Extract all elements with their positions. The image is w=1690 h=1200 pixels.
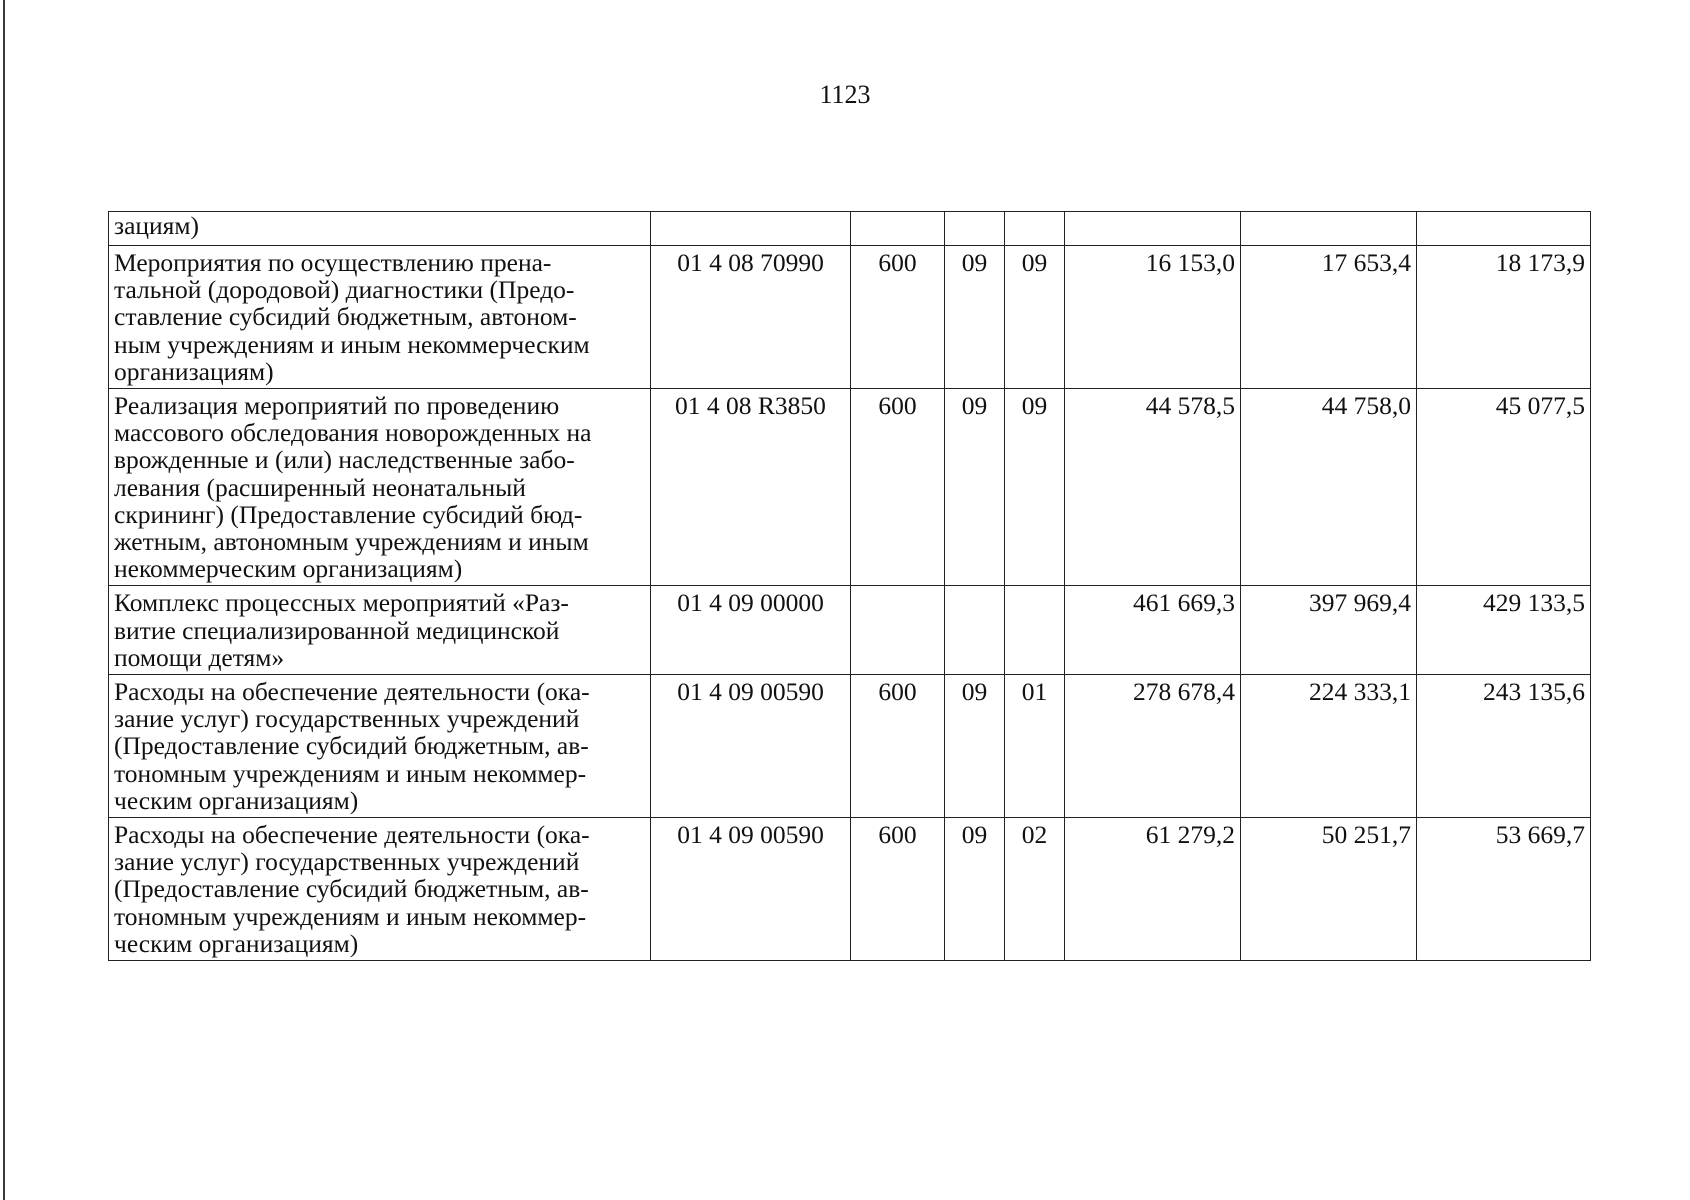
row-description: Расходы на обеспечение деятельности (ока- зание услуг) государственных учреждений (Предоставление субсидий бюджетным, ав- тономным учреждениям и иным некоммер- ческим организациям) [109,675,651,818]
row-amount-2: 50 251,7 [1241,818,1417,961]
row-expense-type: 600 [851,246,945,389]
row-amount-3: 45 077,5 [1417,389,1591,586]
row-target-code: 01 4 08 70990 [651,246,851,389]
row-description: Реализация мероприятий по проведению массового обследования новорожденных на врожденные и (или) наследственные забо- левания (расширенный неонатальный скрининг) (Предоставление субсидий бюд- жетным, автономным учреждениям и иным некоммерческим организациям) [109,389,651,586]
table-row [109,818,1591,961]
row-section: 09 [945,246,1005,389]
row-expense-type [851,586,945,675]
row-subsection [1005,212,1065,246]
row-amount-1: 16 153,0 [1065,246,1241,389]
row-amount-3: 243 135,6 [1417,675,1591,818]
row-subsection: 02 [1005,818,1065,961]
row-amount-1: 278 678,4 [1065,675,1241,818]
row-subsection [1005,586,1065,675]
scan-edge-line [3,0,5,1200]
row-expense-type: 600 [851,818,945,961]
row-expense-type: 600 [851,389,945,586]
row-amount-3: 53 669,7 [1417,818,1591,961]
row-section [945,212,1005,246]
row-section [945,586,1005,675]
row-expense-type: 600 [851,675,945,818]
row-section: 09 [945,389,1005,586]
row-section: 09 [945,818,1005,961]
row-description: Комплекс процессных мероприятий «Раз- витие специализированной медицинской помощи детям» [109,586,651,675]
budget-table [108,211,1591,961]
row-amount-2: 17 653,4 [1241,246,1417,389]
row-amount-3: 18 173,9 [1417,246,1591,389]
table-row [109,675,1591,818]
table-row [109,246,1591,389]
row-target-code: 01 4 09 00590 [651,818,851,961]
row-description: зациям) [109,212,651,246]
row-amount-1 [1065,212,1241,246]
row-amount-1: 61 279,2 [1065,818,1241,961]
table-row [109,586,1591,675]
row-amount-1: 461 669,3 [1065,586,1241,675]
row-amount-3: 429 133,5 [1417,586,1591,675]
row-amount-2: 224 333,1 [1241,675,1417,818]
page-number: 1123 [819,80,871,109]
row-section: 09 [945,675,1005,818]
row-expense-type [851,212,945,246]
table-row [109,212,1591,246]
row-amount-2 [1241,212,1417,246]
row-subsection: 09 [1005,389,1065,586]
row-subsection: 01 [1005,675,1065,818]
row-target-code: 01 4 08 R3850 [651,389,851,586]
row-amount-2: 397 969,4 [1241,586,1417,675]
row-target-code: 01 4 09 00000 [651,586,851,675]
row-subsection: 09 [1005,246,1065,389]
row-description: Мероприятия по осуществлению прена- тальной (дородовой) диагностики (Предо- ставление субсидий бюджетным, автоном- ным учреждениям и иным некоммерческим организациям) [109,246,651,389]
row-target-code [651,212,851,246]
row-amount-2: 44 758,0 [1241,389,1417,586]
table-row [109,389,1591,586]
row-amount-3 [1417,212,1591,246]
row-target-code: 01 4 09 00590 [651,675,851,818]
row-description: Расходы на обеспечение деятельности (ока- зание услуг) государственных учреждений (Предоставление субсидий бюджетным, ав- тономным учреждениям и иным некоммер- ческим организациям) [109,818,651,961]
row-amount-1: 44 578,5 [1065,389,1241,586]
